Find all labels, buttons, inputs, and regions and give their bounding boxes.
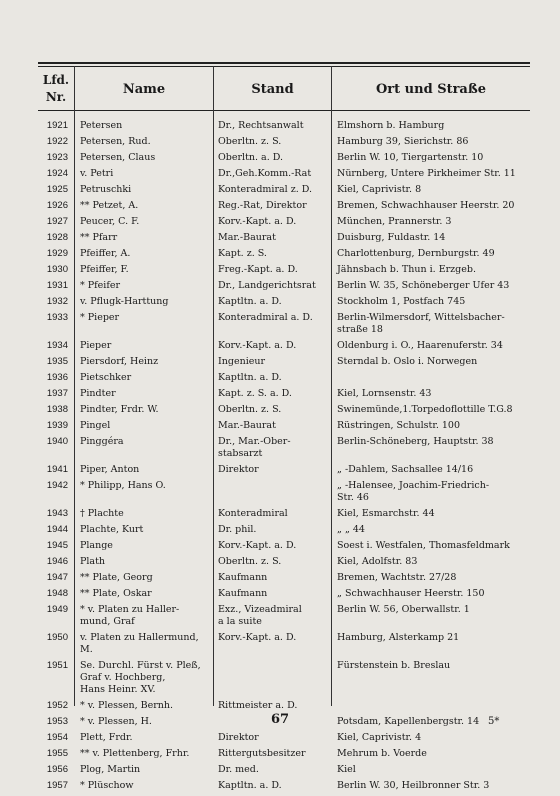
table-row [0, 248, 560, 264]
entry-stand: Dr., Mar.-Ober- stabsarzt [218, 436, 291, 459]
entry-stand: Konteradmiral [218, 508, 288, 519]
entry-stand: Dr.,Geh.Komm.-Rat [218, 168, 312, 179]
entry-address: Charlottenburg, Dernburgstr. 49 [337, 248, 495, 259]
top-rule [38, 62, 530, 64]
table-row [0, 232, 560, 248]
entry-number: 1923 [46, 152, 68, 163]
entry-address: Berlin W. 10, Tiergartenstr. 10 [337, 152, 484, 163]
entry-name: Plog, Martin [80, 764, 141, 775]
entry-address: Berlin W. 30, Heilbronner Str. 3 [337, 780, 490, 791]
entry-number: 1929 [46, 248, 68, 259]
table-row [0, 464, 560, 480]
entry-name: Pieper [80, 340, 112, 351]
entry-number: 1953 [46, 716, 68, 727]
entry-name: ** Plate, Georg [80, 572, 153, 583]
entry-stand: Dr. phil. [218, 524, 257, 535]
entry-number: 1935 [46, 356, 68, 367]
entry-address: Hamburg, Alsterkamp 21 [337, 632, 460, 643]
table-row [0, 152, 560, 168]
entry-number: 1921 [46, 120, 68, 131]
entry-number: 1957 [46, 780, 68, 791]
table-row [0, 200, 560, 216]
entry-name: Plath [80, 556, 106, 567]
entry-address: „ Schwachhauser Heerstr. 150 [337, 588, 485, 599]
entry-stand: Mar.-Baurat [218, 232, 276, 243]
page-number: 67 [270, 712, 290, 727]
table-row [0, 420, 560, 436]
entry-address: Mehrum b. Voerde [337, 748, 427, 759]
entry-name: Petruschki [80, 184, 132, 195]
entry-address: Elmshorn b. Hamburg [337, 120, 445, 131]
table-row [0, 660, 560, 700]
entry-address: Bremen, Schwachhauser Heerstr. 20 [337, 200, 515, 211]
entry-stand: Korv.-Kapt. a. D. [218, 540, 297, 551]
table-row [0, 556, 560, 572]
entry-name: * v. Plessen, Bernh. [80, 700, 174, 711]
entry-name: Pfeiffer, F. [80, 264, 129, 275]
entry-address: „ „ 44 [337, 524, 365, 535]
entry-name: Pingel [80, 420, 111, 431]
table-row [0, 436, 560, 464]
entry-name: v. Pflugk-Harttung [80, 296, 169, 307]
entry-number: 1924 [46, 168, 68, 179]
entry-name: * Plüschow [80, 780, 134, 791]
entry-address: Kiel, Caprivistr. 4 [337, 732, 422, 743]
entry-number: 1925 [46, 184, 68, 195]
entry-stand: Kaptltn. a. D. [218, 780, 282, 791]
entry-number: 1950 [46, 632, 68, 643]
entry-number: 1947 [46, 572, 68, 583]
entry-address: Oldenburg i. O., Haarenuferstr. 34 [337, 340, 503, 351]
entry-name: Peucer, C. F. [80, 216, 140, 227]
entry-stand: Dr., Rechtsanwalt [218, 120, 304, 131]
entry-address: Swinemünde,1.Torpedoflottille T.G.8 [337, 404, 513, 415]
entry-number: 1922 [46, 136, 68, 147]
entry-address: Stockholm 1, Postfach 745 [337, 296, 466, 307]
entry-name: Piersdorf, Heinz [80, 356, 159, 367]
entry-number: 1932 [46, 296, 68, 307]
header-lfd-nr: Lfd. Nr. [42, 73, 70, 104]
entry-name: Plachte, Kurt [80, 524, 144, 535]
entry-name: Plett, Frdr. [80, 732, 133, 743]
table-row [0, 604, 560, 632]
table-row [0, 388, 560, 404]
entry-stand: Reg.-Rat, Direktor [218, 200, 307, 211]
entry-address: Fürstenstein b. Breslau [337, 660, 451, 671]
entry-name: Pfeiffer, A. [80, 248, 131, 259]
entry-number: 1931 [46, 280, 68, 291]
entry-stand: Kaufmann [218, 572, 268, 583]
entry-address: Berlin-Wilmersdorf, Wittelsbacher- straße 18 [337, 312, 505, 335]
entry-address: Jähnsbach b. Thun i. Erzgeb. [337, 264, 476, 275]
entry-name: ** v. Plettenberg, Frhr. [80, 748, 190, 759]
entry-number: 1948 [46, 588, 68, 599]
entry-address: München, Prannerstr. 3 [337, 216, 452, 227]
entry-name: Pindter [80, 388, 116, 399]
entry-number: 1939 [46, 420, 68, 431]
table-row [0, 372, 560, 388]
entry-address: Sterndal b. Oslo i. Norwegen [337, 356, 478, 367]
entry-stand: Korv.-Kapt. a. D. [218, 340, 297, 351]
entry-stand: Oberltn. z. S. [218, 404, 282, 415]
entry-stand: Oberltn. a. D. [218, 152, 284, 163]
entry-address: „ -Halensee, Joachim-Friedrich- Str. 46 [337, 480, 490, 503]
entry-name: Petersen, Claus [80, 152, 156, 163]
table-row [0, 340, 560, 356]
table-row [0, 296, 560, 312]
entry-address: Duisburg, Fuldastr. 14 [337, 232, 446, 243]
entry-stand: Konteradmiral a. D. [218, 312, 313, 323]
table-row [0, 508, 560, 524]
table-row [0, 136, 560, 152]
entry-stand: Rittmeister a. D. [218, 700, 298, 711]
table-row [0, 264, 560, 280]
table-row [0, 216, 560, 232]
entry-number: 1946 [46, 556, 68, 567]
table-row [0, 184, 560, 200]
entry-name: * Philipp, Hans O. [80, 480, 166, 491]
entry-name: Petersen, Rud. [80, 136, 151, 147]
entry-stand: Konteradmiral z. D. [218, 184, 313, 195]
entry-number: 1943 [46, 508, 68, 519]
entry-name: ** Pfarr [80, 232, 118, 243]
entry-address: Potsdam, Kapellenbergstr. 14 [337, 716, 480, 727]
entry-address: Berlin-Schöneberg, Hauptstr. 38 [337, 436, 494, 447]
entry-number: 1934 [46, 340, 68, 351]
table-row [0, 632, 560, 660]
entry-name: Plange [80, 540, 113, 551]
table-row [0, 780, 560, 796]
table-row [0, 572, 560, 588]
entry-name: Piper, Anton [80, 464, 140, 475]
entry-number: 1938 [46, 404, 68, 415]
entry-name: Se. Durchl. Fürst v. Pleß, Graf v. Hochberg, Hans Heinr. XV. [80, 660, 201, 695]
entry-stand: Oberltn. z. S. [218, 136, 282, 147]
entry-name: Petersen [80, 120, 123, 131]
entry-number: 1933 [46, 312, 68, 323]
entry-address: Kiel, Lornsenstr. 43 [337, 388, 432, 399]
entry-number: 1942 [46, 480, 68, 491]
entry-address: Nürnberg, Untere Pirkheimer Str. 11 [337, 168, 516, 179]
entry-address: Berlin W. 35, Schöneberger Ufer 43 [337, 280, 510, 291]
entry-name: ** Plate, Oskar [80, 588, 152, 599]
top-rule-thin [38, 66, 530, 67]
entry-stand: Freg.-Kapt. a. D. [218, 264, 298, 275]
entry-stand: Rittergutsbesitzer [218, 748, 306, 759]
entry-stand: Korv.-Kapt. a. D. [218, 216, 297, 227]
entry-stand: Dr., Landgerichtsrat [218, 280, 316, 291]
entry-number: 1949 [46, 604, 68, 615]
entry-name: v. Petri [80, 168, 114, 179]
entry-stand: Korv.-Kapt. a. D. [218, 632, 297, 643]
entry-list [0, 120, 560, 796]
entry-name: * Pieper [80, 312, 120, 323]
entry-number: 1928 [46, 232, 68, 243]
table-row [0, 524, 560, 540]
table-row [0, 404, 560, 420]
table-row [0, 588, 560, 604]
table-row [0, 120, 560, 136]
entry-number: 1937 [46, 388, 68, 399]
entry-number: 1930 [46, 264, 68, 275]
entry-stand: Direktor [218, 732, 259, 743]
entry-stand: Exz., Vizeadmiral a la suite [218, 604, 302, 627]
entry-number: 1936 [46, 372, 68, 383]
entry-name: * Pfeifer [80, 280, 121, 291]
table-row [0, 540, 560, 556]
entry-name: Pindter, Frdr. W. [80, 404, 159, 415]
entry-stand: Kaufmann [218, 588, 268, 599]
entry-number: 1955 [46, 748, 68, 759]
entry-number: 1951 [46, 660, 68, 671]
entry-stand: Oberltn. z. S. [218, 556, 282, 567]
signature-mark: 5* [488, 716, 500, 727]
entry-number: 1940 [46, 436, 68, 447]
entry-address: „ -Dahlem, Sachsallee 14/16 [337, 464, 474, 475]
table-row [0, 356, 560, 372]
header-name: Name [122, 82, 166, 97]
entry-address: Hamburg 39, Sierichstr. 86 [337, 136, 469, 147]
entry-name: v. Platen zu Hallermund, M. [80, 632, 199, 655]
entry-stand: Mar.-Baurat [218, 420, 276, 431]
table-row [0, 480, 560, 508]
header-stand: Stand [251, 82, 294, 97]
entry-stand: Kapt. z. S. a. D. [218, 388, 292, 399]
entry-name: Pinggéra [80, 436, 124, 447]
entry-name: ** Petzet, A. [80, 200, 139, 211]
entry-address: Rüstringen, Schulstr. 100 [337, 420, 460, 431]
table-row [0, 732, 560, 748]
entry-number: 1952 [46, 700, 68, 711]
entry-number: 1926 [46, 200, 68, 211]
entry-address: Kiel, Adolfstr. 83 [337, 556, 418, 567]
table-row [0, 168, 560, 184]
entry-address: Kiel, Caprivistr. 8 [337, 184, 422, 195]
entry-stand: Ingenieur [218, 356, 266, 367]
entry-address: Soest i. Westfalen, Thomasfeldmark [337, 540, 510, 551]
entry-number: 1956 [46, 764, 68, 775]
entry-name: Pietschker [80, 372, 132, 383]
entry-number: 1954 [46, 732, 68, 743]
entry-address: Bremen, Wachtstr. 27/28 [337, 572, 457, 583]
entry-stand: Dr. med. [218, 764, 259, 775]
header-rule [38, 110, 530, 111]
entry-stand: Direktor [218, 464, 259, 475]
entry-number: 1945 [46, 540, 68, 551]
entry-name: * v. Platen zu Haller- mund, Graf [80, 604, 180, 627]
entry-address: Berlin W. 56, Oberwallstr. 1 [337, 604, 470, 615]
entry-number: 1941 [46, 464, 68, 475]
entry-name: † Plachte [80, 508, 124, 519]
entry-stand: Kaptltn. a. D. [218, 296, 282, 307]
table-row [0, 312, 560, 340]
table-row [0, 748, 560, 764]
entry-name: * v. Plessen, H. [80, 716, 152, 727]
entry-number: 1927 [46, 216, 68, 227]
entry-address: Kiel, Esmarchstr. 44 [337, 508, 435, 519]
table-row [0, 280, 560, 296]
entry-stand: Kapt. z. S. [218, 248, 267, 259]
entry-number: 1944 [46, 524, 68, 535]
entry-stand: Kaptltn. a. D. [218, 372, 282, 383]
entry-address: Kiel [337, 764, 356, 775]
header-ort: Ort und Straße [375, 82, 487, 97]
